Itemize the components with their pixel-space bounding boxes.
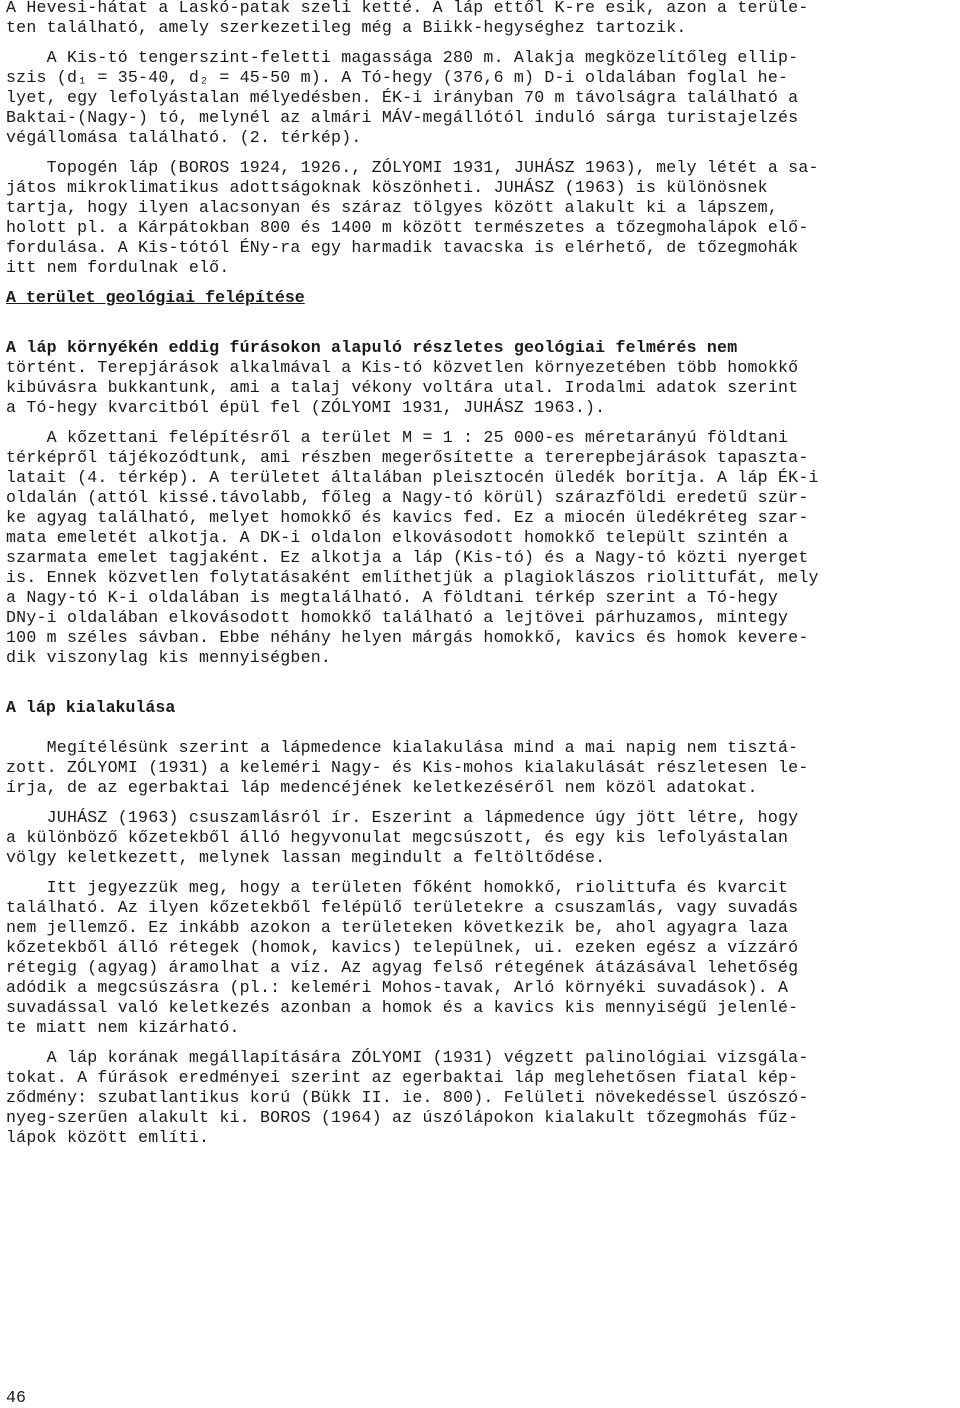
text-line: lyet, egy lefolyástalan mélyedésben. ÉK-i irányban 70 m távolságra található a: [6, 88, 799, 107]
text-line: a Tó-hegy kvarcitból épül fel (ZÓLYOMI 1931, JUHÁSZ 1963.).: [6, 398, 606, 417]
document-page: [6, 0, 954, 1148]
text-line: ke agyag található, melyet homokkő és kavics fed. Ez a miocén üledékréteg szar-: [6, 508, 809, 527]
paragraph-formation-1: [6, 738, 954, 798]
text-line: a különböző kőzetekből álló hegyvonulat megcsúszott, és egy kis lefolyástalan: [6, 828, 789, 847]
paragraph-formation-3: [6, 878, 954, 1038]
section-heading-formation: A láp kialakulása: [6, 698, 176, 717]
text-line: mata emeletét alkotja. A DK-i oldalon elkovásodott homokkő települt szintén a: [6, 528, 789, 547]
text-line: játos mikroklimatikus adottságoknak köszönheti. JUHÁSZ (1963) is különösnek: [6, 178, 768, 197]
text-line: szarmata emelet tagjaként. Ez alkotja a láp (Kis-tó) és a Nagy-tó közti nyerget: [6, 548, 809, 567]
text-line: Itt jegyezzük meg, hogy a területen főként homokkő, riolittufa és kvarcit: [6, 878, 789, 897]
text-line: tartja, hogy ilyen alacsonyan és száraz tölgyes között alakult ki a lápszem,: [6, 198, 778, 217]
text-line: itt nem fordulnak elő.: [6, 258, 230, 277]
text-line: 100 m széles sávban. Ebbe néhány helyen márgás homokkő, kavics és homok kevere-: [6, 628, 809, 647]
text-line: A kőzettani felépítésről a terület M = 1 : 25 000-es méretarányú földtani: [6, 428, 789, 447]
paragraph-geology-intro: [6, 338, 954, 418]
paragraph-formation-4: [6, 1048, 954, 1148]
text-line: JUHÁSZ (1963) csuszamlásról ír. Eszerint a lápmedence úgy jött létre, hogy: [6, 808, 799, 827]
text-line: nem jellemző. Ez inkább azokon a területeken következik be, ahol agyagra laza: [6, 918, 789, 937]
text-line: ten található, amely szerkezetileg még a Biikk-hegységhez tartozik.: [6, 18, 687, 37]
section-heading-geology: A terület geológiai felépítése: [6, 288, 305, 307]
text-line: történt. Terepjárások alkalmával a Kis-tó közvetlen környezetében több homokkő: [6, 358, 799, 377]
text-line: Topogén láp (BOROS 1924, 1926., ZÓLYOMI 1931, JUHÁSZ 1963), mely létét a sa-: [6, 158, 819, 177]
text-line: zott. ZÓLYOMI (1931) a keleméri Nagy- és Kis-mohos kialakulását részletesen le-: [6, 758, 809, 777]
text-line: latait (4. térkép). A területet általában pleisztocén üledék borítja. A láp ÉK-i: [6, 468, 819, 487]
text-line: A láp korának megállapítására ZÓLYOMI (1931) végzett palinológiai vizsgála-: [6, 1048, 809, 1067]
paragraph-location: [6, 48, 954, 148]
text-line: írja, de az egerbaktai láp medencéjének keletkezéséről nem közöl adatokat.: [6, 778, 758, 797]
text-line: is. Ennek közvetlen folytatásaként említhetjük a plagioklászos riolittufát, mely: [6, 568, 819, 587]
text-line: végállomása található. (2. térkép).: [6, 128, 362, 147]
text-line: holott pl. a Kárpátokban 800 és 1400 m között természetes a tőzegmohalápok elő-: [6, 218, 809, 237]
text-line: kőzetekből álló rétegek (homok, kavics) települnek, ui. ezeken egész a vízzáró: [6, 938, 799, 957]
text-line: a Nagy-tó K-i oldalában is megtalálható. A földtani térkép szerint a Tó-hegy: [6, 588, 778, 607]
text-line: fordulása. A Kis-tótól ÉNy-ra egy harmadik tavacska is elérhető, de tőzegmohák: [6, 238, 799, 257]
paragraph-geology-map: [6, 428, 954, 668]
text-line: szis (d₁ = 35-40, d₂ = 45-50 m). A Tó-hegy (376,6 m) D-i oldalában foglal he-: [6, 68, 789, 87]
text-line: ződmény: szubatlantikus korú (Bükk II. ie. 800). Felületi növekedéssel úszószó-: [6, 1088, 809, 1107]
text-line: Baktai-(Nagy-) tó, melynél az almári MÁV-megállótól induló sárga turistajelzés: [6, 108, 799, 127]
paragraph-formation-2: [6, 808, 954, 868]
text-line: nyeg-szerűen alakult ki. BOROS (1964) az úszólápokon kialakult tőzegmohás fűz-: [6, 1108, 799, 1127]
text-line: rétegig (agyag) áramolhat a víz. Az agyag felső rétegének átázásával lehetőség: [6, 958, 799, 977]
text-line: A láp környékén eddig fúrásokon alapuló részletes geológiai felmérés nem: [6, 338, 738, 357]
paragraph-intro: [6, 0, 954, 38]
text-line: A Hevesi-hátat a Laskó-patak szeli ketté. A láp ettől K-re esik, azon a terüle-: [6, 0, 809, 17]
text-line: suvadással való keletkezés azonban a homok és a kavics kis mennyiségű jelenlé-: [6, 998, 799, 1017]
text-line: lápok között említi.: [6, 1128, 210, 1147]
text-line: völgy keletkezett, melynek lassan megindult a feltöltődése.: [6, 848, 606, 867]
text-line: DNy-i oldalában elkovásodott homokkő található a lejtövei párhuzamos, mintegy: [6, 608, 789, 627]
text-line: adódik a megcsúszásra (pl.: keleméri Mohos-tavak, Arló környéki suvadások). A: [6, 978, 789, 997]
text-line: oldalán (attól kissé.távolabb, főleg a Nagy-tó körül) szárazföldi eredetű szür-: [6, 488, 809, 507]
text-line: térképről tájékozódtunk, ami részben megerősítette a tererepbejárások tapaszta-: [6, 448, 809, 467]
paragraph-topogen: [6, 158, 954, 278]
text-line: A Kis-tó tengerszint-feletti magassága 280 m. Alakja megközelítőleg ellip-: [6, 48, 799, 67]
text-line: kibúvásra bukkantunk, ami a talaj vékony voltára utal. Irodalmi adatok szerint: [6, 378, 799, 397]
text-line: Megítélésünk szerint a lápmedence kialakulása mind a mai napig nem tisztá-: [6, 738, 799, 757]
text-line: te miatt nem kizárható.: [6, 1018, 240, 1037]
text-line: található. Az ilyen kőzetekből felépülő területekre a csuszamlás, vagy suvadás: [6, 898, 799, 917]
text-line: dik viszonylag kis mennyiségben.: [6, 648, 332, 667]
text-line: tokat. A fúrások eredményei szerint az egerbaktai láp meglehetősen fiatal kép-: [6, 1068, 799, 1087]
page-number: 46: [6, 1388, 26, 1407]
